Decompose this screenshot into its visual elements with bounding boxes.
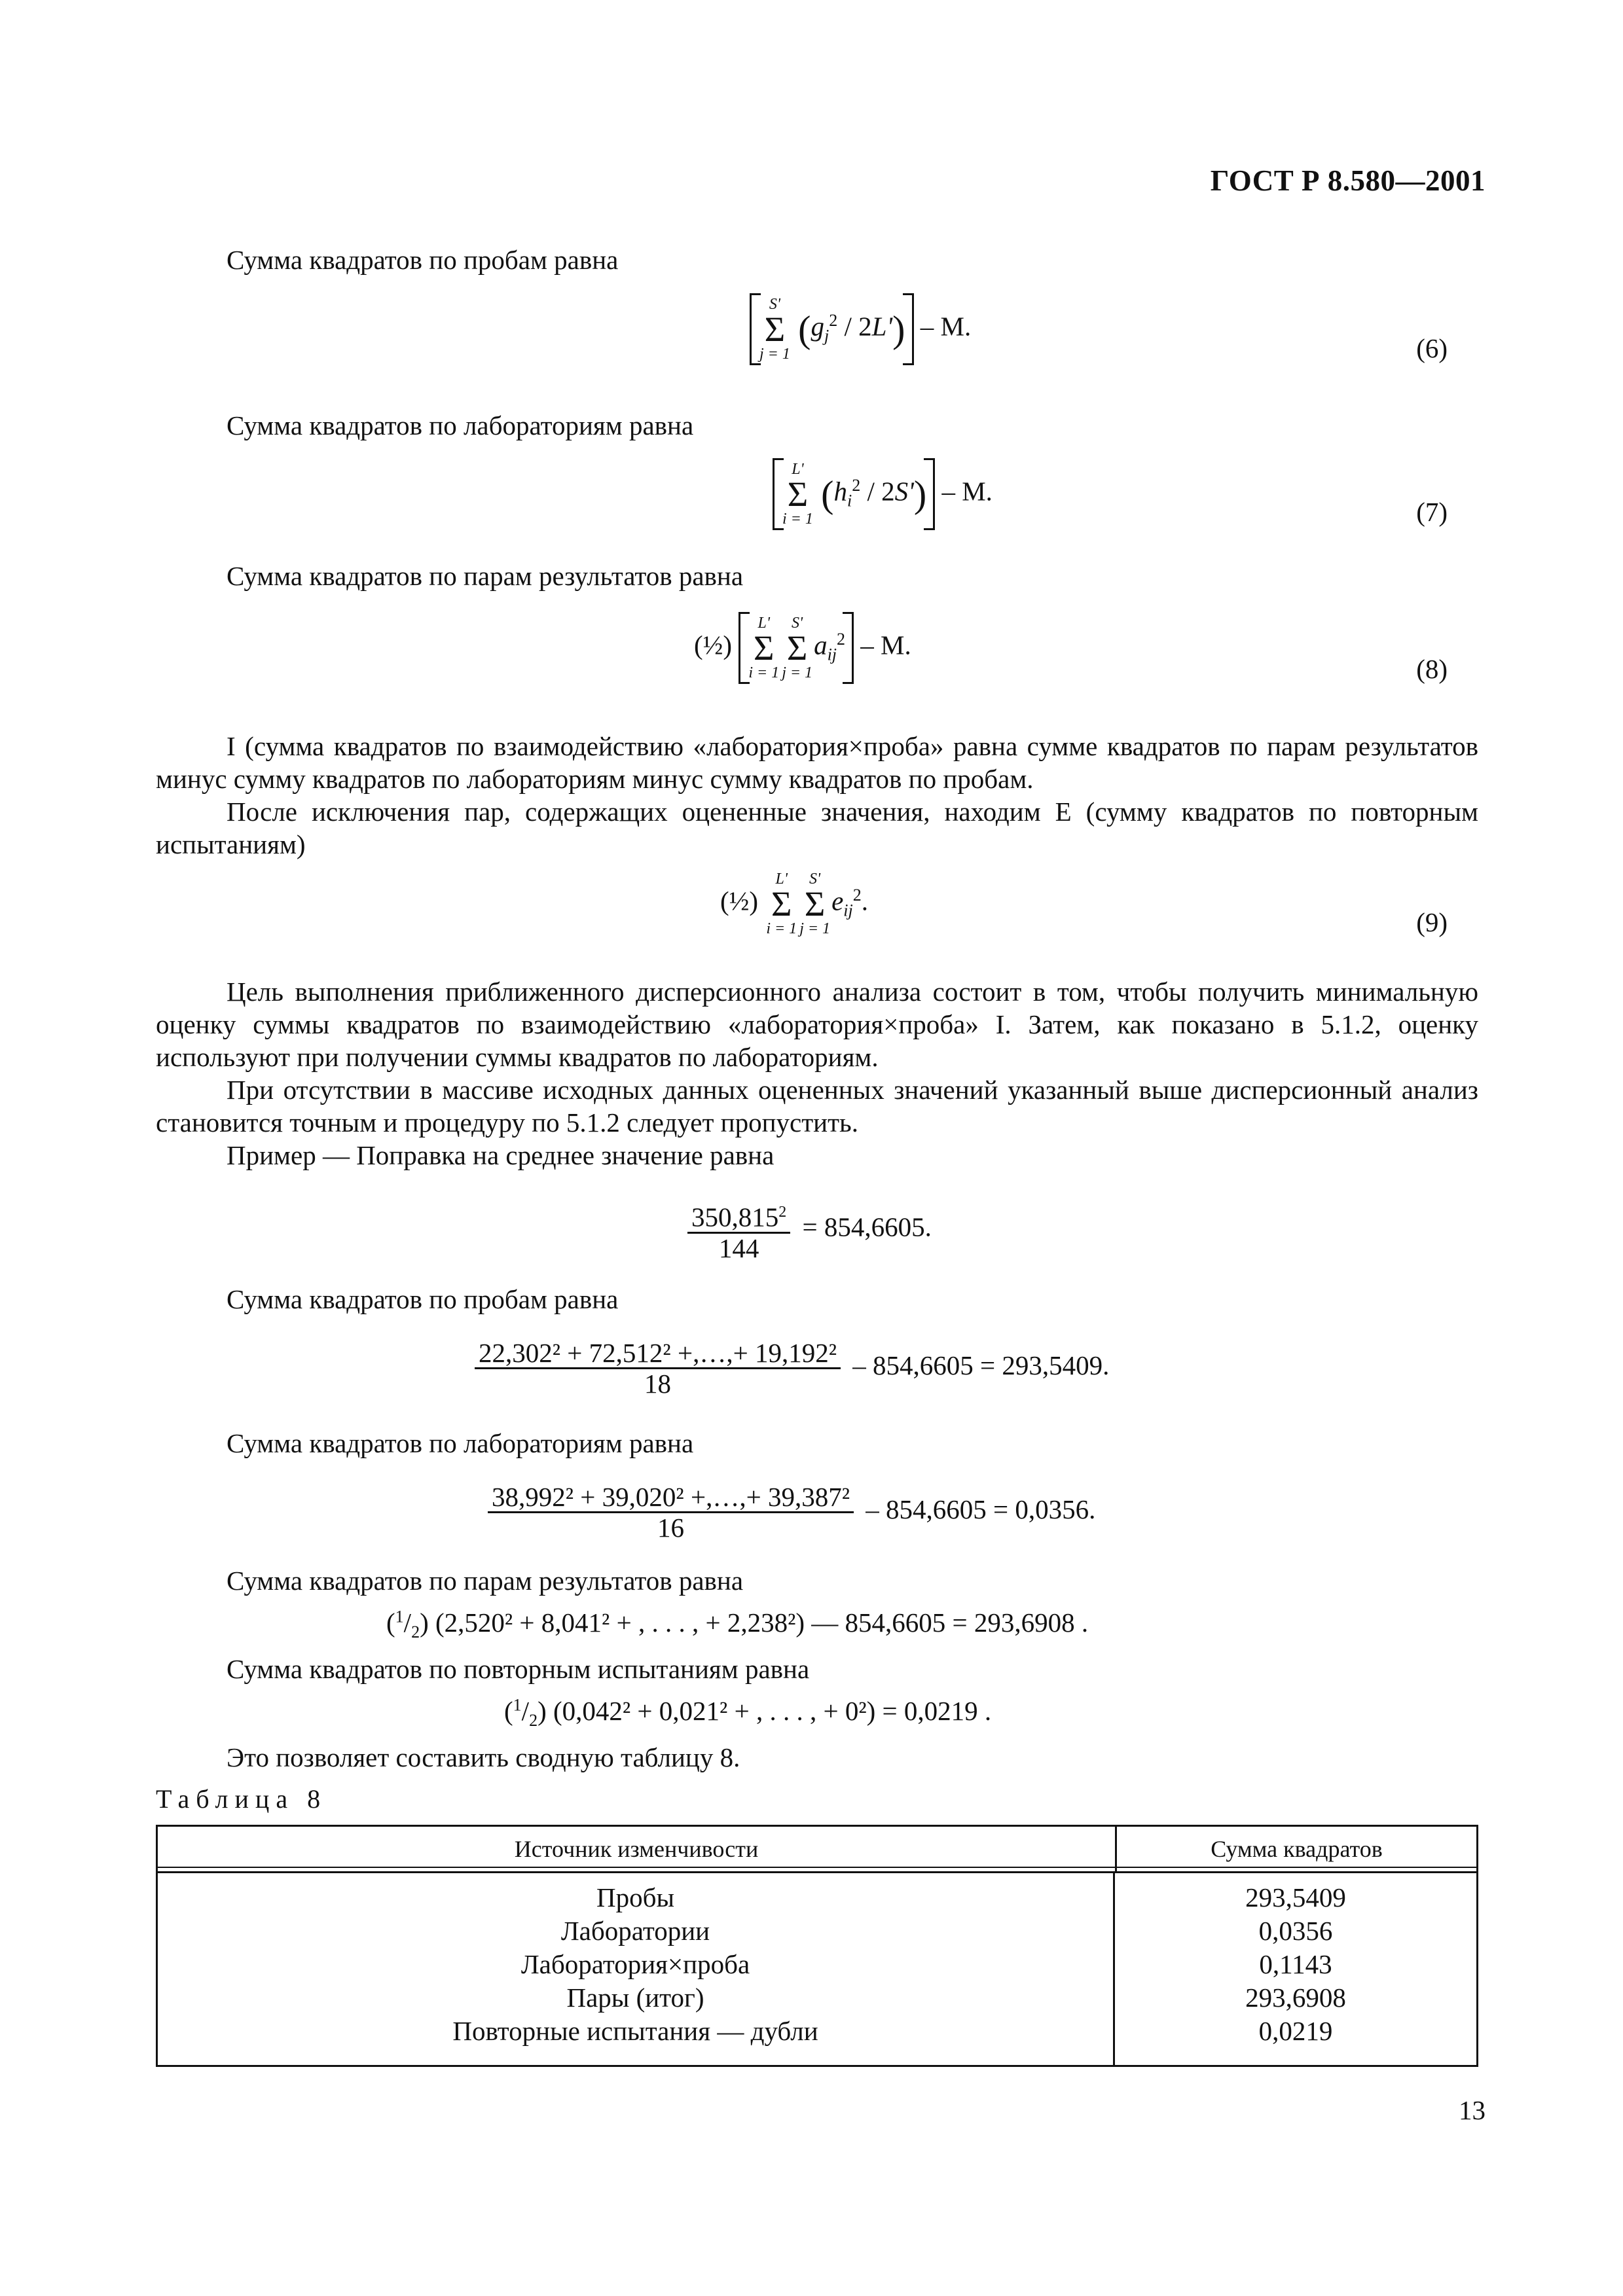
table-header-sum: Сумма квадратов xyxy=(1211,1836,1383,1862)
text-example-pairs: Сумма квадратов по парам результатов равна xyxy=(227,1566,744,1596)
table-cell: 0,0356 xyxy=(1258,1916,1333,1946)
table-caption: Таблица 8 xyxy=(156,1784,327,1814)
table-cell: 293,5409 xyxy=(1245,1882,1346,1912)
table-header-row xyxy=(158,1827,1476,1873)
sum-symbol: S' Σ j = 1 xyxy=(759,296,790,363)
formula-8: (½) L' Σ i = 1 S' Σ j = 1 $a_{ij}^2$ – M. xyxy=(694,612,911,684)
summary-table xyxy=(156,1825,1478,2067)
paragraph-goal: Цель выполнения приближенного дисперсионного анализа состоит в том, чтобы получить минимальную оценку суммы квадратов по взаимодействию «лаборатория×проба» I. Затем, как показано в 5.1.2, оценку используют при получении суммы квадратов по лабораториям. xyxy=(156,977,1478,1072)
sum-symbol: L' Σ i = 1 xyxy=(782,461,813,528)
bracket: L' Σ i = 1 $(h_i^2 / 2S')$ xyxy=(773,458,935,530)
sum-symbol: L' Σ i = 1 xyxy=(748,615,780,681)
table-cell: 0,1143 xyxy=(1259,1949,1332,1979)
sum-symbol: S' Σ j = 1 xyxy=(799,870,831,937)
equation-number-8: (8) xyxy=(1416,654,1448,684)
table-column-values xyxy=(1115,1873,1476,2067)
text-summary: Это позволяет составить сводную таблицу 8. xyxy=(227,1742,740,1772)
document-header: ГОСТ Р 8.580—2001 xyxy=(1210,164,1486,197)
page-number: 13 xyxy=(1459,2095,1486,2125)
table-cell: Пробы xyxy=(596,1882,675,1912)
table-cell: Пары (итог) xyxy=(566,1982,704,2013)
text-pairs: Сумма квадратов по парам результатов равна xyxy=(227,561,744,591)
table-cell: Лаборатории xyxy=(560,1916,710,1946)
table-cell: 293,6908 xyxy=(1245,1982,1346,2013)
text-samples: Сумма квадратов по пробам равна xyxy=(227,245,619,275)
bracket: S' Σ j = 1 $(g_j^2 / 2L')$ xyxy=(750,293,914,365)
formula-9: (½) L' Σ i = 1 S' Σ j = 1 $e_{ij}^2$. xyxy=(720,870,868,937)
table-cell: 0,0219 xyxy=(1258,2016,1333,2046)
text-example-labs: Сумма квадратов по лабораториям равна xyxy=(227,1428,694,1458)
sum-symbol: L' Σ i = 1 xyxy=(766,870,797,937)
table-cell: Повторные испытания — дубли xyxy=(452,2016,818,2046)
formula-7: L' Σ i = 1 $(h_i^2 / 2S')$ – M. xyxy=(773,458,993,530)
formula-correction: $\frac{350,815^2}{144}$ = 854,6605. xyxy=(687,1198,932,1263)
text-example-samples: Сумма квадратов по пробам равна xyxy=(227,1284,619,1314)
table-cell: Лаборатория×проба xyxy=(520,1949,750,1979)
equation-number-9: (9) xyxy=(1416,907,1448,937)
equation-number-7: (7) xyxy=(1416,497,1448,527)
paragraph-interaction: I (сумма квадратов по взаимодействию «лаборатория×проба» равна сумме квадратов по парам результатов минус сумму квадратов по лабораториям минус сумму квадратов по пробам. xyxy=(156,731,1478,794)
table-body xyxy=(158,1873,1476,2067)
text-labs: Сумма квадратов по лабораториям равна xyxy=(227,410,694,440)
text-example-repeat: Сумма квадратов по повторным испытаниям равна xyxy=(227,1654,810,1684)
equation-number-6: (6) xyxy=(1416,333,1448,363)
formula-example-samples: $\frac{\text{22,302² + 72,512² +,…,+ 19,192²}}{18}$ – 854,6605 = 293,5409. xyxy=(475,1338,1109,1398)
formula-6: S' Σ j = 1 $(g_j^2 / 2L')$ – M. xyxy=(750,293,971,365)
bracket: L' Σ i = 1 S' Σ j = 1 $a_{ij}^2$ xyxy=(739,612,854,684)
sum-symbol: S' Σ j = 1 xyxy=(782,615,813,681)
paragraph-after-exclusion: После исключения пар, содержащих оцененные значения, находим E (сумму квадратов по повторным испытаниям) xyxy=(156,797,1478,859)
formula-example-pairs: $(^1/_2) (2,520^2 + 8,041^2$ + , . . . , + 2,238²) — 854,6605 = 293,6908 . xyxy=(386,1607,1089,1642)
table-column-sources xyxy=(158,1873,1115,2067)
paragraph-no-estimates: При отсутствии в массиве исходных данных оцененных значений указанный выше дисперсионный анализ становится точным и процедуру по 5.1.2 следует пропустить. xyxy=(156,1075,1478,1138)
formula-example-labs: $\frac{\text{38,992² + 39,020² +,…,+ 39,387²}}{16}$ – 854,6605 = 0,0356. xyxy=(488,1482,1095,1542)
formula-example-repeat: $(^1/_2) (0,042^2 + 0,021^2$ + , . . . , + 0²) = 0,0219 . xyxy=(504,1695,992,1731)
table-header-source: Источник изменчивости xyxy=(158,1827,1117,1871)
text-example: Пример — Поправка на среднее значение равна xyxy=(227,1140,775,1170)
